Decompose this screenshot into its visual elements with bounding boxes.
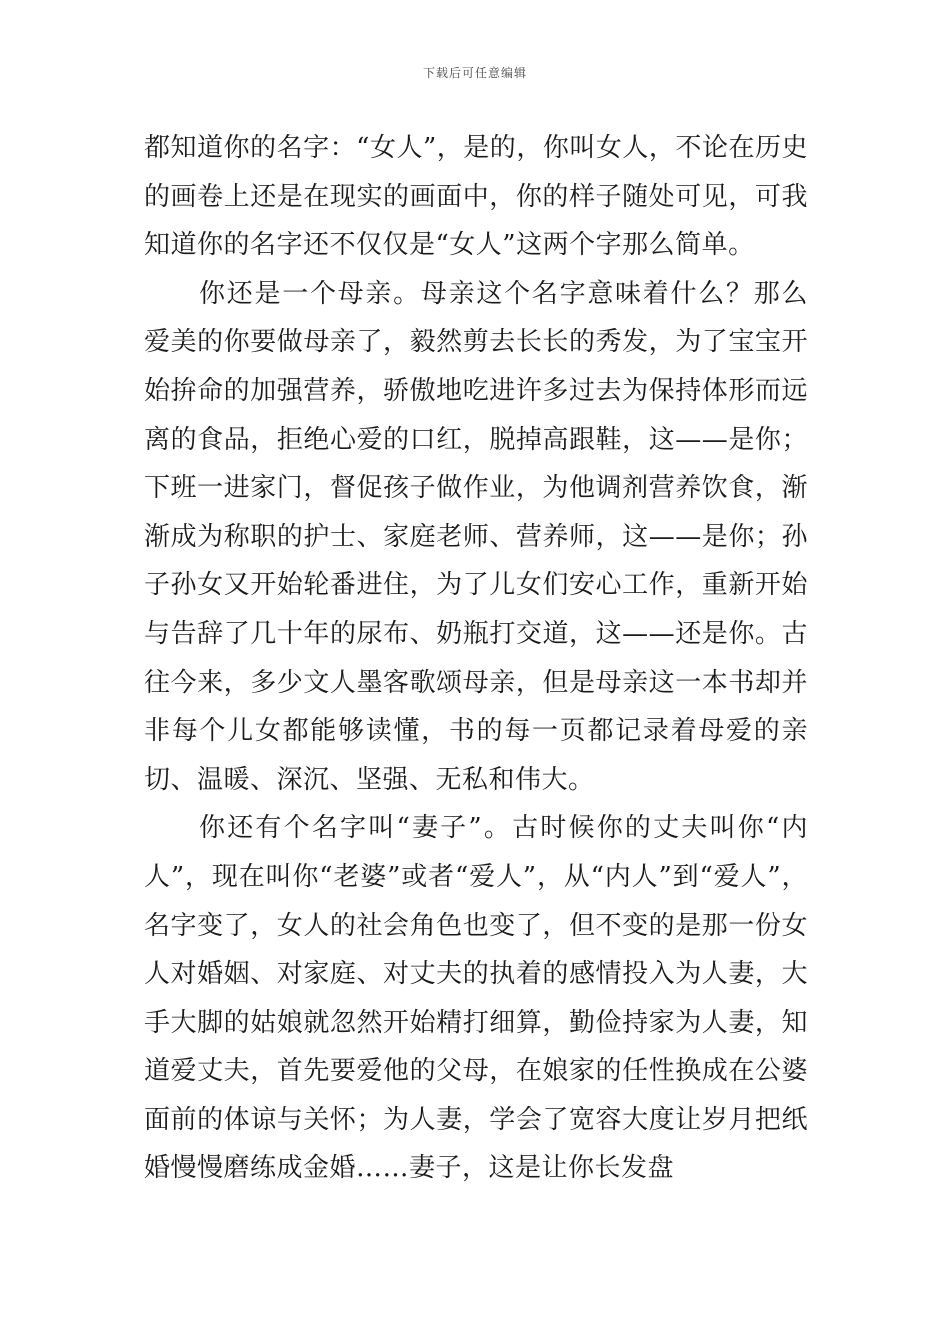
paragraph-mother: 你还是一个母亲。母亲这个名字意味着什么？那么爱美的你要做母亲了，毅然剪去长长的秀发，为了宝宝开始拚命的加强营养，骄傲地吃进许多过去为保持体形而远离的食品，拒绝心爱的口红，脱掉高跟鞋，这——是你；下班一进家门，督促孩子做作业，为他调剂营养饮食，渐渐成为称职的护士、家庭老师、营养师，这——是你；孙子孙女又开始轮番进住，为了儿女们安心工作，重新开始与告辞了几十年的尿布、奶瓶打交道，这——还是你。古往今来，多少文人墨客歌颂母亲，但是母亲这一本书却并非每个儿女都能够读懂，书的每一页都记录着母爱的亲切、温暖、深沉、坚强、无私和伟大。 [144, 278, 808, 795]
paragraph-intro: 都知道你的名字：“女人”，是的，你叫女人，不论在历史的画卷上还是在现实的画面中，你的样子随处可见，可我知道你的名字还不仅仅是“女人”这两个字那么简单。 [144, 133, 808, 261]
body-text [144, 124, 808, 1193]
page-header: 下载后可任意编辑 [422, 66, 527, 80]
paragraph-wife: 你还有个名字叫“妻子”。古时候你的丈夫叫你“内人”，现在叫你“老婆”或者“爱人”，从“内人”到“爱人”，名字变了，女人的社会角色也变了，但不变的是那一份女人对婚姻、对家庭、对丈夫的执着的感情投入为人妻，大手大脚的姑娘就忽然开始精打细算，勤俭持家为人妻，知道爱丈夫，首先要爱他的父母，在娘家的任性换成在公婆面前的体谅与关怀；为人妻，学会了宽容大度让岁月把纸婚慢慢磨练成金婚……妻子，这是让你长发盘 [144, 813, 808, 1184]
